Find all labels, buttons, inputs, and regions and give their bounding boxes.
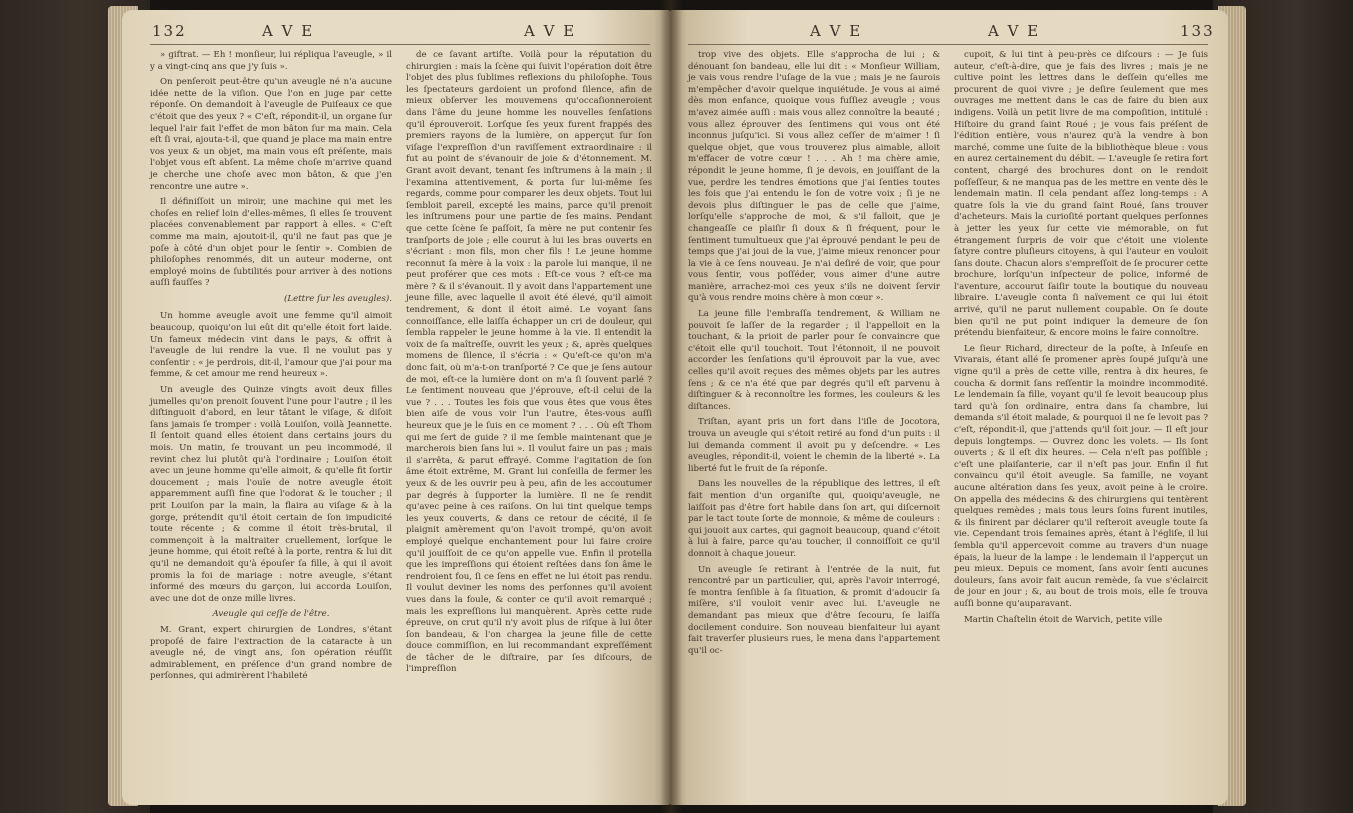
running-header: A V E — [262, 22, 315, 40]
section-heading: Aveugle qui ceſſe de l'être. — [212, 609, 330, 620]
paragraph: Il définiſſoit un miroir, une machine qui met les choſes en relief loin d'elles-mêmes, ſi elles ſe trouvent placées convenablement par rapport à elles. « C'eſt comme ma main, ajoutoit-il, qu'il ne faut pas que je poſe à côté d'un objet pour le ſentir ». Combien de philoſophes renommés, dit un auteur moderne, ont employé moins de ſubtilités pour arriver à des notions auſſi fauſſes ? — [150, 197, 392, 289]
header-rule — [688, 44, 1208, 45]
paragraph: M. Grant, expert chirurgien de Londres, s'étant propoſé de faire l'extraction de la cataracte à un aveugle né, de vingt ans, ſon opération réuſſit admirablement, en préſence d'un grand nombre de perſonnes, qui admirèrent l'habileté — [150, 624, 392, 682]
running-header: A V E — [988, 22, 1041, 40]
paragraph: Dans les nouvelles de la république des lettres, il eſt fait mention d'un organiſte qui, quoiqu'aveugle, ne laiſſoit pas d'être fort habile dans ſon art, qui diſcernoit par le tact toute ſorte de monnoie, & même de couleurs : qui jouoit aux cartes, qui gagnoit beaucoup, quand c'étoit à lui à faire, parce qu'au toucher, il connoiſſoit ce qu'il donnoit à chaque joueur. — [688, 479, 940, 559]
text-column-right — [406, 50, 652, 680]
book-gutter — [660, 0, 682, 813]
paragraph: Martin Chaſtelin étoit de Warvich, petite ville — [964, 614, 1163, 625]
page-number: 133 — [1180, 22, 1215, 40]
paragraph: Un homme aveugle avoit une femme qu'il aimoit beaucoup, quoiqu'on lui eût dit qu'elle étoit fort laide. Un fameux médecin vint dans le pays, & offrit à l'aveugle de lui rendre la vue. Il ne voulut pas y conſentir : « je perdrois, dit-il, l'amour que j'ai pour ma femme, & cet amour me rend heureux ». — [150, 311, 392, 380]
paragraph: La jeune fille l'embraſſa tendrement, & William ne pouvoit ſe laſſer de la regarder ; il l'appelloit en la touchant, & la prioit de parler pour ſe convaincre que c'étoit elle qu'il touchoit. Tout l'étonnoit, il ne pouvoit accorder les ſenſations qu'il éprouvoit par la vue, avec celles qu'il avoit reçues des mêmes objets par les autres ſens ; & ce n'a été que par degrés qu'il eſt parvenu à diſtinguer & à reconnoître les formes, les couleurs & les diſtances. — [688, 309, 940, 412]
paragraph: Un aveugle ſe retirant à l'entrée de la nuit, fut rencontré par un particulier, qui, après l'avoir interrogé, ſe montra ſenſible à ſa ſituation, & promit d'adoucir ſa miſère, s'il vouloit venir avec lui. L'aveugle ne demandant pas mieux que d'être ſecouru, ſe laiſſa docilement conduire. Son nouveau bienfaiteur lui ayant fait traverſer plusieurs rues, le mena dans l'appartement qu'il oc- — [688, 564, 940, 656]
text-column-right — [954, 50, 1208, 630]
text-column-left — [150, 50, 392, 687]
running-header: A V E — [810, 22, 863, 40]
paragraph: trop vive des objets. Elle s'approcha de lui ; & dénouant ſon bandeau, elle lui dit : « Monſieur William, je vais vous rendre l'uſage de la vue ; mais je ne ſaurois m'empêcher d'avoir quelque inquiétude. Je vous ai aimé dès mon enfance, quoique vous fuſſiez aveugle ; vous m'avez aimée auſſi : mais vous allez connoître la beauté ; vous allez éprouver des ſentimens qui vous ont été inconnus juſqu'ici. Si vous allez ceſſer de m'aimer ! ſi quelque objet, que vous trouverez plus aimable, alloit m'effacer de votre cœur ! . . . Ah ! ma chère amie, répondit le jeune homme, ſi je devois, en jouiſſant de la vue, perdre les tendres émotions que j'ai ſenties toutes les fois que j'ai entendu le ſon de votre voix ; ſi je ne devois plus diſtinguer le pas de celle que j'aime, lorſqu'elle s'approche de moi, & s'il falloit, que je changeaſſe ce plaiſir ſi doux & ſi fréquent, pour le ſentiment tumultueux que j'ai éprouvé pendant le peu de temps que j'ai joui de la vue, j'aime mieux renoncer pour la vie à ce ſens nouveau. Je n'ai deſiré de voir, que pour vous ſentir, vous poſſéder, vous aimer d'une autre manière, arrachez-moi ces yeux s'ils ne doivent ſervir qu'à vous rendre moins chère à mon cœur ». — [688, 50, 940, 304]
page-number: 132 — [152, 22, 187, 40]
paragraph: de ce ſavant artiſte. Voilà pour la réputation du chirurgien : mais la ſcène qui ſuivit l'opération doit être l'objet des plus ſublimes reflexions du philoſophe. Tous les ſpectateurs gardoient un profond ſilence, afin de mieux obſerver les mouvemens qu'occaſionneroient dans l'âme du jeune homme les nouvelles ſenſations qu'il éprouveroit. Lorſque ſes yeux furent frappés des premiers rayons de la lumière, on apperçut ſur ſon viſage l'expreſſion d'un raviſſement extraordinaire : il fut au point de s'évanouir de joie & d'étonnement. M. Grant avoit devant, tenant ſes inſtrumens à la main ; il l'examina attentivement, & porta ſur lui-même ſes regards, comme pour comparer les deux objets. Tout lui ſembloit pareil, excepté les mains, parce qu'il prenoit les inſtrumens pour une partie de ſes mains. Pendant que cette ſcène ſe paſſoit, ſa mère ne put contenir ſes tranſports de joie ; elle courut à lui les bras ouverts en s'écriant : mon fils, mon cher fils ! Le jeune homme reconnut ſa mère à la voix : la parole lui manque, il ne peut proférer que ces mots : Eſt-ce vous ? eſt-ce ma mère ? & il s'évanouit. Il y avoit dans l'appartement une jeune fille, avec laquelle il avoit été élevé, qu'il aimoit tendrement, & dont il étoit aimé. Le voyant ſans connoiſſance, elle laiſſa échapper un cri de douleur, qui ſembla rappeler le jeune homme à la vie. Il entendit la voix de ſa maîtreſſe, ouvrit les yeux ; &, après quelques momens de ſilence, il s'écria : « Qu'eſt-ce qu'on m'a donc fait, où m'a-t-on tranſporté ? Ce que je ſens autour de moi, eſt-ce la lumière dont on m'a ſi ſouvent parlé ? Le ſentiment nouveau que j'éprouve, eſt-il celui de la vue ? . . . Toutes les fois que vous êtes que vous êtes bien aiſe de vous voir l'un l'autre, êtes-vous auſſi heureux que je le ſuis en ce moment ? . . . Où eſt Thom qui me ſert de guide ? il me ſemble maintenant que je marcherois bien ſans lui ». Il voulut faire un pas ; mais il s'arrêta, & parut effrayé. Comme l'agitation de ſon âme étoit extrême, M. Grant lui conſeilla de fermer les yeux & de les ouvrir peu à peu, afin de les accoutumer par degrés à ſupporter la lumière. Il ne ſe rendit qu'avec peine à ces raiſons. On lui tint quelque temps les yeux couverts, & dans ce retour de cécité, il ſe plaignit amèrement qu'on l'avoit trompé, qu'on avoit employé quelque enchantement pour lui faire croire qu'il jouiſſoit de ce qu'on appelle vue. Enfin il protella que les impreſſions qui étoient reſtées dans ſon âme le rendroient fou, ſi ce ſens en effet ne lui étoit pas rendu. Il voulut deviner les noms des perſonnes qu'il avoient vues dans la foule, & conter ce qu'il avoit remarqué ; mais les expreſſions lui manquèrent. Après cette rude épreuve, on crut qu'il n'y avoit plus de riſque à lui ôter ſon bandeau, & l'on chargea la jeune fille de cette douce commiſſion, en lui recommandant expreſſément de tâcher de le diſtraire, par ſes diſcours, de l'impreſſion — [406, 50, 652, 675]
paragraph: cupoit, & lui tint à peu-près ce diſcours : — Je ſuis auteur, c'eſt-à-dire, que je fais des livres ; mais je ne cultive point les lettres dans le deſſein qu'elles me procurent de quoi vivre ; je deſire ſeulement que mes ouvrages me mettent dans le cas de faire du bien aux indigens. Voilà un petit livre de ma compoſition, intitulé : Hiſtoire du grand ſaint Roué ; je vous fais préſent de l'édition entière, vous n'aurez qu'à la vendre à bon marché, comme une ſuite de la bibliothèque bleue : vous en aurez certainement du débit. — L'aveugle ſe retira fort content, chargé des brochures dont on le rendoit poſſeſſeur, & ne manqua pas de les mettre en vente dès le lendemain matin. Il cela pendant aſſez long-temps : A quatre ſols la vie du grand ſaint Roué, ſans trouver d'acheteurs. Mais la curioſité portant quelques perſonnes à jetter les yeux ſur cette vie mémorable, on fut étrangement ſurpris de voir que c'étoit une violente ſatyre contre pluſieurs citoyens, à qui l'auteur en vouloit ſans doute. Chacun alors s'empreſſoit de ſe procurer cette brochure, lorſqu'un inſpecteur de police, informé de l'aventure, accourut ſaiſir toute la boutique du nouveau libraire. L'aveugle conta ſi naïvement ce qui lui étoit arrivé, qu'il ne parut nullement coupable. On ſe doute bien qu'il ne put point indiquer la demeure de ſon prétendu bienfaiteur, & encore moins le faire connoître. — [954, 50, 1208, 339]
left-page — [122, 10, 670, 805]
paragraph: On penſeroit peut-être qu'un aveugle né n'a aucune idée nette de la viſion. Que l'on en juge par cette réponſe. On demandoit à l'aveugle de Puiſeaux ce que c'étoit que des yeux ? « C'eſt, répondit-il, un organe ſur lequel l'air fait l'effet de mon bâton ſur ma main. Cela eſt ſi vrai, ajouta-t-il, que quand je place ma main entre vos yeux & un objet, ma main vous eſt préſente, mais l'objet vous eſt abſent. La même choſe m'arrive quand je cherche une choſe avec mon bâton, & que j'en rencontre une autre ». — [150, 77, 392, 192]
running-header: A V E — [524, 22, 577, 40]
paragraph: Triſtan, ayant pris un fort dans l'iſle de Jocotora, trouva un aveugle qui s'étoit retiré au fond d'un puits : il lui demanda comment il avoit pu y deſcendre. « Les aveugles, répondit-il, voient le chemin de la liberté ». La liberté fut le fruit de ſa réponſe. — [688, 417, 940, 474]
paragraph: Le ſieur Richard, directeur de la poſte, à Inſeuſe en Vivarais, étant allé ſe promener après ſoupé juſqu'à une vigne qu'il a près de cette ville, rentra à dix heures, ſe coucha & dormit ſans reſſentir la moindre incommodité. Le lendemain ſa fille, voyant qu'il ſe levoit beaucoup plus tard qu'à ſon ordinaire, entra dans ſa chambre, lui demanda s'il étoit malade, & pourquoi il ne ſe levoit pas ? c'eſt, répondit-il, que j'attends qu'il ſoit jour. — Il eſt jour depuis longtemps. — Ouvrez donc les volets. — Ils ſont ouverts ; & il eſt dix heures. — Cela n'eſt pas poſſible ; c'eſt une plaiſanterie, car il n'eſt pas jour. Enfin il fut convaincu qu'il étoit aveugle. Sa famille, ne voyant aucune altération dans ſes yeux, avoit peine à le croire. On appella des médecins & des chirurgiens qui tentèrent quelques remèdes ; mais tous leurs ſoins furent inutiles, & ils finirent par déclarer qu'il reſteroit aveugle toute ſa vie. Cependant trois ſemaines après, étant à l'égliſe, il lui ſembla qu'il appercevoit comme au travers d'un nuage épais, la lueur de la lampe : le lendemain il l'apperçut un peu mieux. Depuis ce moment, ſans avoir ſenti aucunes douleurs, ſans avoir fait aucun remède, ſa vue s'éclaircit de jour en jour ; &, au bout de trois mois, elle ſe trouva auſſi bonne qu'auparavant. — [954, 343, 1208, 609]
text-column-left — [688, 50, 940, 661]
header-rule — [150, 44, 650, 45]
paragraph: » giftrat. — Eh ! monſieur, lui répliqua l'aveugle, » il y a vingt-cinq ans que j'y ſuis ». — [150, 50, 392, 72]
source-citation: (Lettre ſur les aveugles). — [284, 293, 392, 304]
paragraph: Un aveugle des Quinze vingts avoit deux filles jumelles qu'on prenoit ſouvent l'une pour l'autre ; il les diſtinguoit d'abord, en leur tâtant le viſage, & diſoit ſans jamais ſe tromper : voilà Louiſon, voilà Jeannette. Il ſentoit quand elles étoient dans certains jours du mois. Un matin, ſe trouvant un peu incommodé, il revint chez lui plutôt qu'à l'ordinaire ; Louiſon étoit avec un jeune homme qu'elle aimoit, & qu'elle fit ſortir doucement ; mais l'ouïe de notre aveugle étoit apparemment auſſi fine que l'odorat & le toucher ; il prit Louiſon par la main, la flaira au viſage & à la gorge, prétendit qu'il étoit certain de ſon impudicité toute récente ; & comme il étoit très-brutal, il commençoit à la maltraiter cruellement, lorſque le jeune homme, qui étoit reſté à la porte, rentra & lui dit qu'il ne demandoit qu'à épouſer ſa fille, à qui il avoit promis la foi de mariage : notre aveugle, s'étant informé des mœurs du garçon, lui accorda Louiſon, avec une dot de onze mille livres. — [150, 385, 392, 604]
right-page — [670, 10, 1228, 805]
